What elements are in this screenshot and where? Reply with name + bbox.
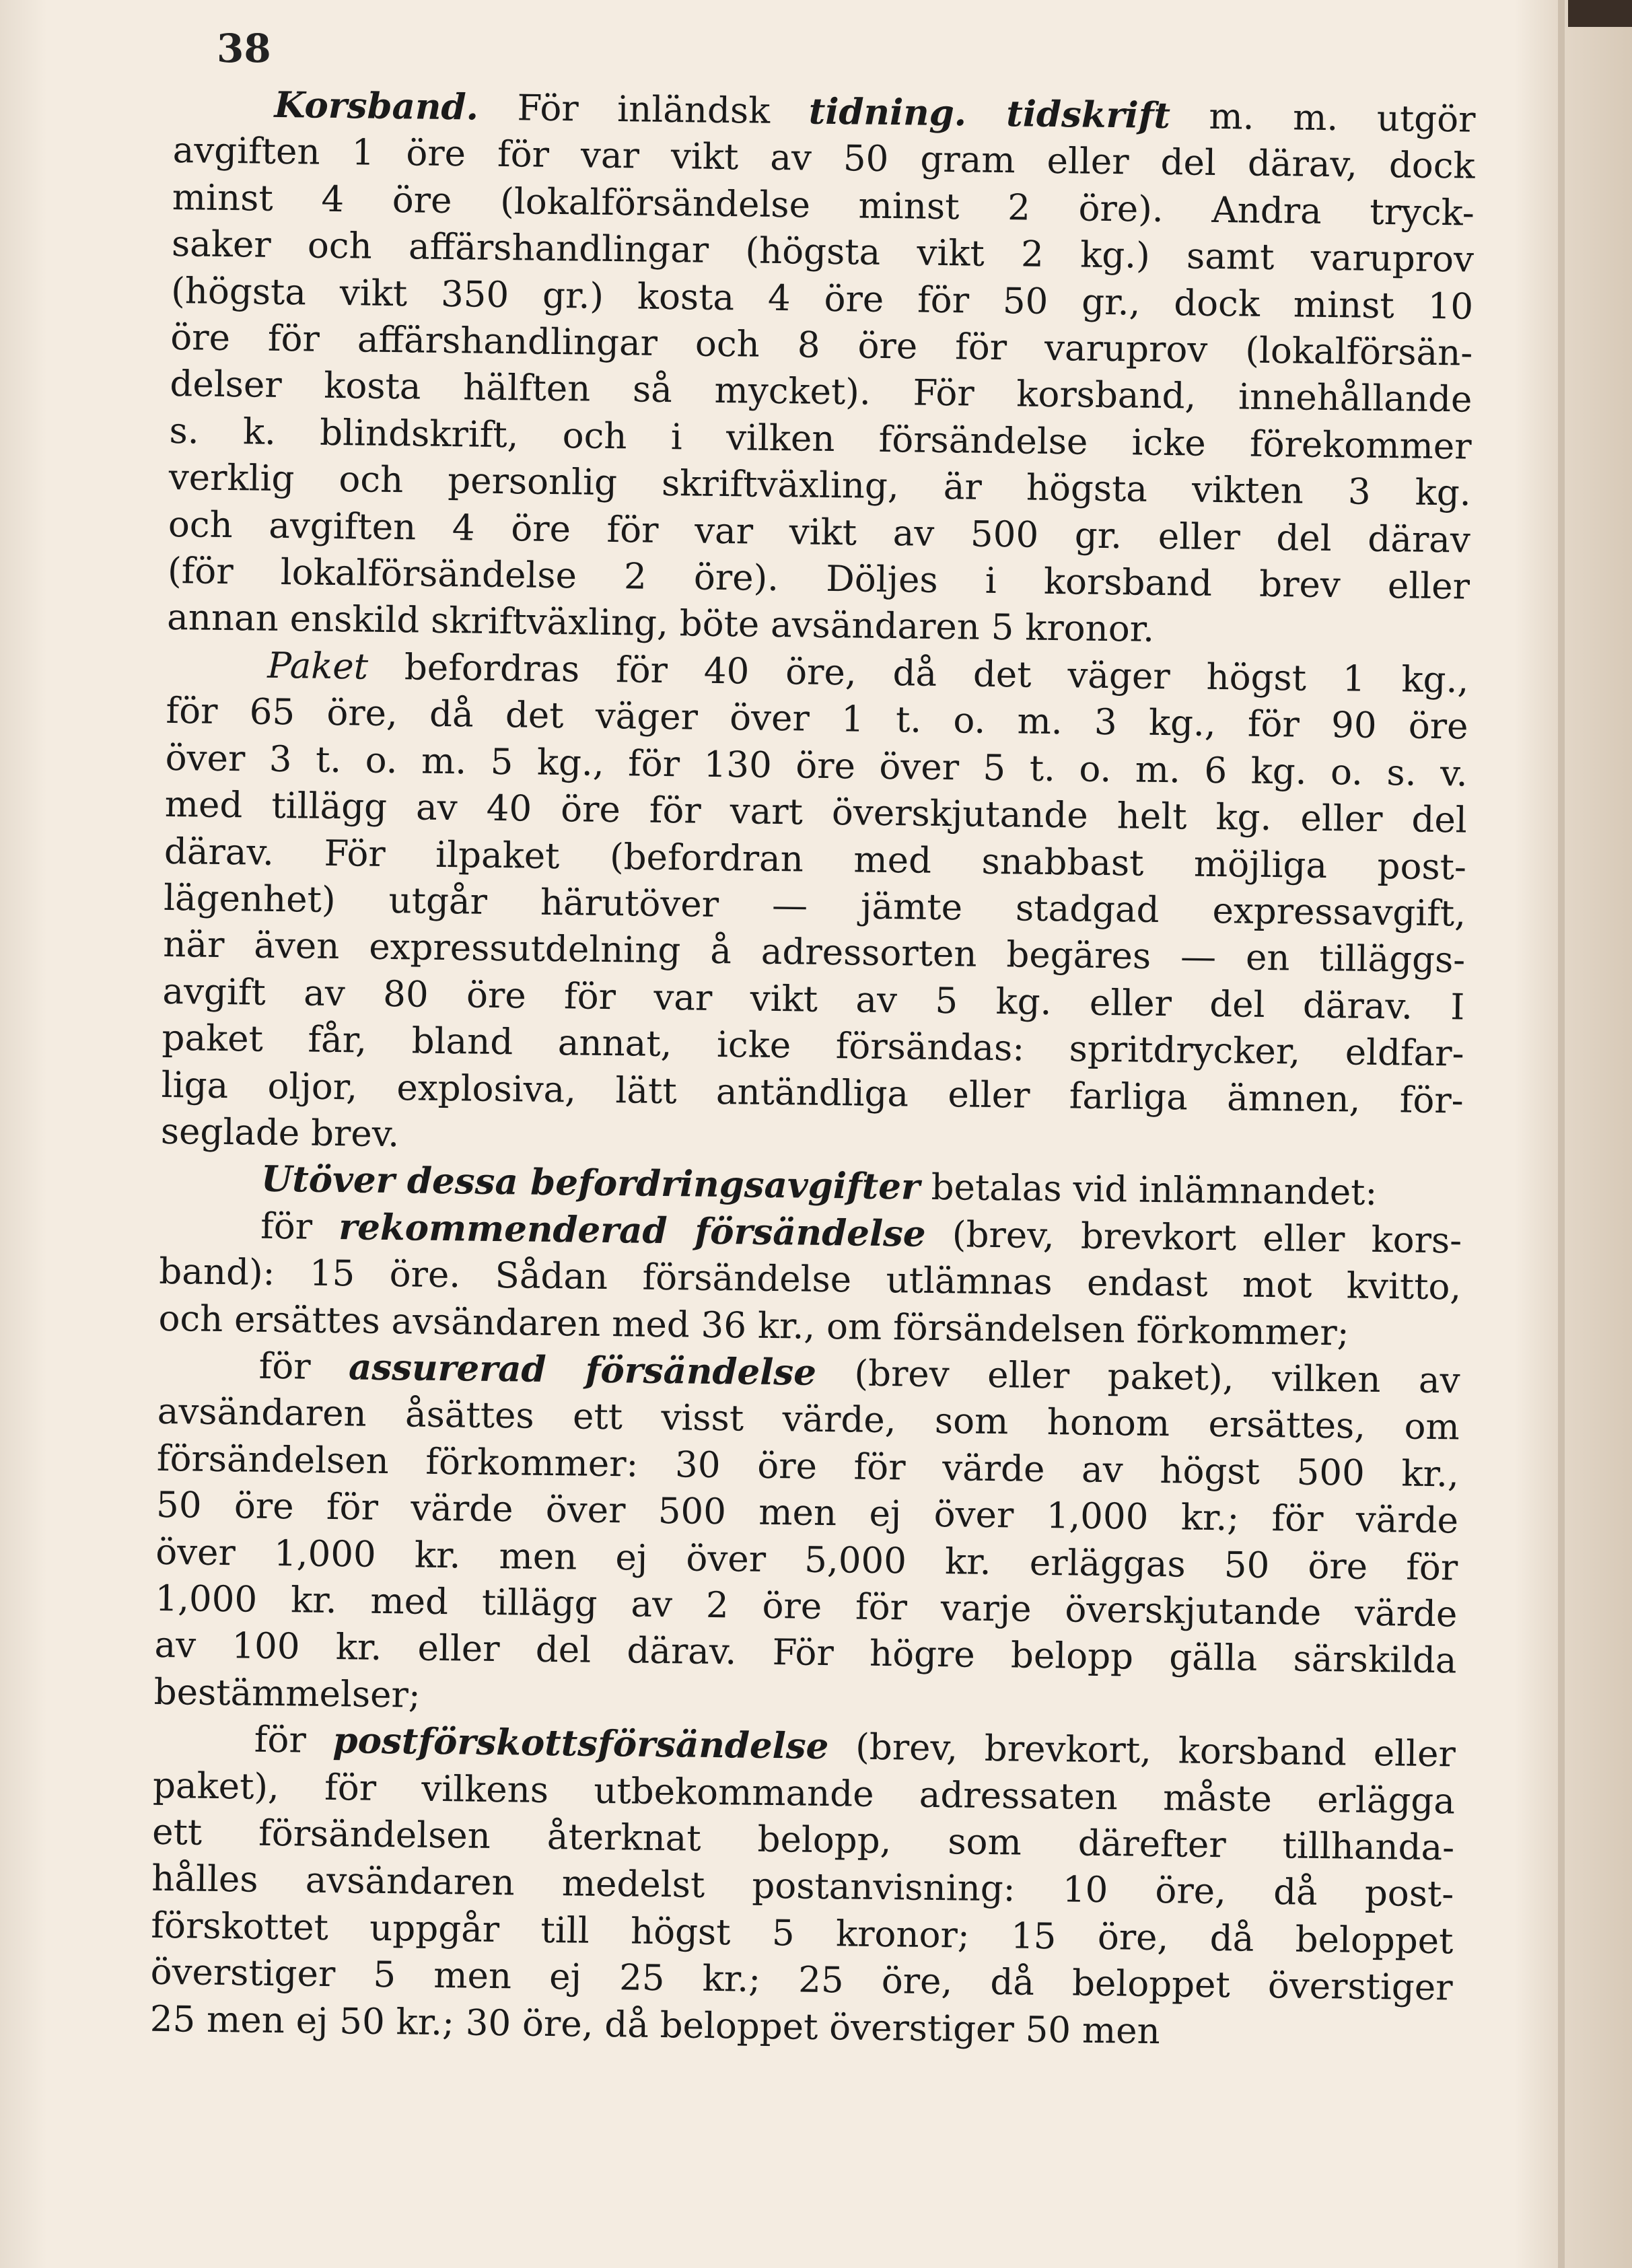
body-text [149,81,1475,2058]
emphasis-bold-italic: rekommenderad försändelse [338,1205,927,1255]
text-run: avsändaren åsättes ett visst värde, som honom ersättes, om [157,1391,1460,1448]
paragraph [167,81,1476,657]
text-run: hålles avsändaren medelst postanvisning: 10 öre, då post- [151,1858,1454,1915]
emphasis-bold-italic: assurerad försändelse [348,1346,817,1394]
text-run: ett försändelsen återknat belopp, som därefter tillhanda- [151,1811,1455,1869]
text-run: paket), för vilkens utbekommande adressaten måste erlägga [152,1765,1456,1822]
text-run: med tillägg av 40 öre för vart överskjutande helt kg. eller del [164,784,1468,841]
text-run: öre för affärshandlingar och 8 öre för varuprov (lokalförsän- [170,317,1473,374]
text-run: liga oljor, explosiva, lätt antändliga eller farliga ämnen, för- [161,1064,1464,1122]
text-run: när även expressutdelning å adressorten begäres — en tilläggs- [162,924,1466,981]
text-run: därav. För ilpaket (befordran med snabbast möjliga post- [164,830,1467,888]
text-run: saker och affärshandlingar (högsta vikt 2 kg.) samt varuprov [171,223,1475,281]
emphasis-bold-italic: Korsband. [274,83,479,129]
page-number: 38 [217,26,271,71]
text-run: s. k. blindskrift, och i vilken försändelse icke förekommer [169,410,1472,468]
text-run: annan enskild skriftväxling, böte avsändaren 5 kronor. [166,597,1155,651]
text-run: För inländsk [478,87,810,133]
text-run: 25 men ej 50 kr.; 30 öre, då beloppet överstiger 50 men [149,1998,1161,2052]
text-run: och avgiften 4 öre för var vikt av 500 gr. eller del därav [168,503,1471,561]
text-run: (för lokalförsändelse 2 öre). Döljes i korsband brev eller [167,551,1470,608]
text-run: (brev eller paket), vilken av [816,1352,1460,1402]
text-run: för [260,1205,339,1248]
text-run: bestämmelser; [153,1671,421,1716]
paragraph [153,1342,1460,1732]
text-run: av 100 kr. eller del därav. För högre belopp gälla särskilda [154,1625,1457,1682]
text-run: (brev, brevkort, korsband eller [828,1726,1456,1775]
text-run: m. m. utgör [1170,96,1476,141]
text-run: paket får, bland annat, icke försändas: spritdrycker, eldfar- [162,1018,1464,1075]
page-gutter [1558,0,1565,2268]
text-run: över 1,000 kr. men ej över 5,000 kr. erläggas 50 öre för [155,1531,1458,1589]
text-run: för [254,1719,333,1762]
text-run: befordras för 40 öre, då det väger högst 1 kg., [367,646,1469,701]
text-run: förskottet uppgår till högst 5 kronor; 15 öre, då beloppet [151,1905,1454,1962]
paragraph [160,641,1468,1171]
text-run: band): 15 öre. Sådan försändelse utlämnas endast mot kvitto, [159,1251,1462,1308]
text-run: seglade brev. [160,1110,400,1156]
text-run: (brev, brevkort eller kors- [925,1213,1462,1262]
text-run: för 65 öre, då det väger över 1 t. o. m. 3 kg., för 90 öre [166,690,1468,748]
text-run: betalas vid inlämnandet: [919,1167,1378,1214]
emphasis-bold-italic: postförskottsförsändelse [332,1720,829,1768]
book-cover-edge [1568,0,1632,27]
text-run: (högsta vikt 350 gr.) kosta 4 öre för 50 gr., dock minst 10 [170,270,1474,328]
text-run: 50 öre för värde över 500 men ej över 1,000 kr.; för värde [155,1485,1459,1542]
text-run: 1,000 kr. med tillägg av 2 öre för varje överskjutande värde [155,1578,1458,1635]
text-run: delser kosta hälften så mycket). För korsband, innehållande [170,363,1473,421]
emphasis-italic: Paket [267,645,369,688]
text-run: och ersättes avsändaren med 36 kr., om försändelsen förkommer; [158,1298,1349,1354]
emphasis-bold-italic: tidning. tidskrift [808,90,1171,137]
text-run: lägenhet) utgår härutöver — jämte stadgad expressavgift, [163,877,1466,935]
text-run: försändelsen förkommer: 30 öre för värde av högst 500 kr., [156,1438,1460,1495]
emphasis-bold-italic: Utöver dessa befordringsavgifter [260,1158,921,1209]
text-run: verklig och personlig skriftväxling, är högsta vikten 3 kg. [168,457,1472,514]
paragraph [158,1202,1462,1358]
text-run: överstiger 5 men ej 25 kr.; 25 öre, då beloppet överstiger [150,1952,1453,2009]
text-run: minst 4 öre (lokalförsändelse minst 2 öre). Andra tryck- [172,176,1475,234]
text-run: avgift av 80 öre för var vikt av 5 kg. eller del därav. I [162,970,1465,1028]
paragraph [149,1715,1456,2058]
text-run: avgiften 1 öre för var vikt av 50 gram eller del därav, dock [172,130,1475,188]
text-run: över 3 t. o. m. 5 kg., för 130 öre över 5 t. o. m. 6 kg. o. s. v. [165,737,1468,795]
text-run: för [258,1345,349,1388]
